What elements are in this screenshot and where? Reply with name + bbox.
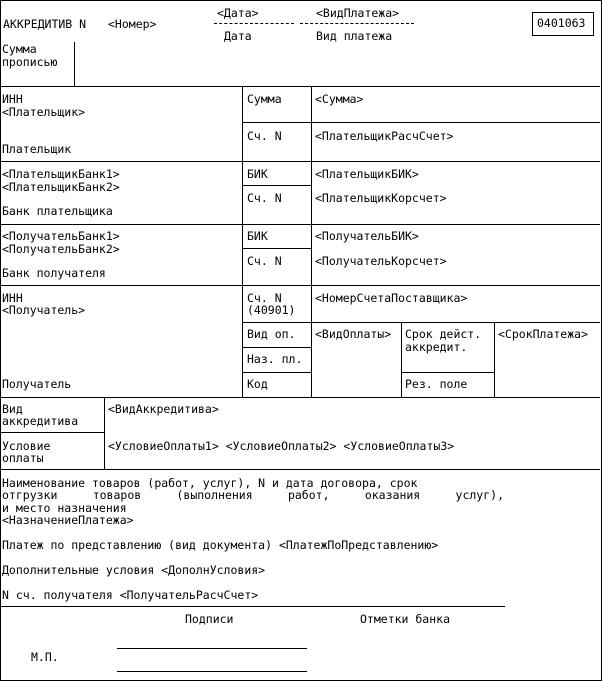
grid-line	[0, 86, 600, 87]
credit-type-label: Вид	[2, 402, 23, 416]
goods-line-1: Наименование товаров (работ, услуг), N и дата договора, срок	[2, 476, 418, 490]
signature-line	[117, 648, 307, 649]
form-title: АККРЕДИТИВ N	[3, 17, 87, 31]
payer-caption: Плательщик	[2, 142, 72, 156]
sum-label: Сумма	[247, 92, 282, 106]
signatures-label: Подписи	[185, 612, 234, 626]
op-type-value: <ВидОплаты>	[315, 327, 392, 341]
payment-terms-label: Условие	[2, 439, 51, 453]
grid-line	[242, 86, 243, 397]
grid-line	[0, 285, 600, 286]
signature-line-2	[117, 671, 307, 672]
term-value: <СрокПлатежа>	[498, 327, 589, 341]
payer-corr-account-label: Сч. N	[247, 191, 282, 205]
payee-account-label: Сч. N	[247, 291, 282, 305]
payee-bik-value: <ПолучательБИК>	[315, 229, 419, 243]
payment-type-caption: Вид платежа	[316, 29, 393, 43]
grid-line	[311, 322, 312, 397]
extra-conditions-line: Дополнительные условия <ДополнУсловия>	[2, 563, 266, 577]
grid-line	[0, 432, 104, 433]
grid-line	[242, 372, 311, 373]
grid-line	[242, 322, 600, 323]
payment-terms-value: <УсловиеОплаты1> <УсловиеОплаты2> <УсловиеОплаты3>	[108, 439, 455, 453]
payment-terms-label-2: оплаты	[2, 451, 44, 465]
purpose-label: Наз. пл.	[247, 352, 303, 366]
payee-caption: Получатель	[2, 377, 72, 391]
amount-words-label-2: прописью	[2, 55, 58, 69]
payee-account-value: <НомерСчетаПоставщика>	[315, 291, 468, 305]
grid-line	[0, 161, 600, 162]
code-label: Код	[247, 377, 268, 391]
payee-account-line: N сч. получателя <ПолучательРасчСчет>	[2, 588, 259, 602]
term-label: Срок дейст.	[405, 327, 482, 341]
amount-words-divider	[74, 42, 75, 86]
date-caption: Дата	[224, 29, 252, 43]
payer-bik-value: <ПлательщикБИК>	[315, 167, 419, 181]
grid-line	[104, 397, 105, 469]
payer-bank-line-1: <ПлательщикБанк1>	[2, 167, 120, 181]
presentation-line: Платеж по представлению (вид документа) <ПлатежПоПредставлению>	[2, 538, 439, 552]
date-dashes	[214, 23, 294, 24]
date-value: <Дата>	[217, 6, 259, 20]
payee-bank-line-1: <ПолучательБанк1>	[2, 229, 120, 243]
document-number: <Номер>	[108, 17, 157, 31]
payee-bik-label: БИК	[247, 229, 268, 243]
grid-line	[0, 469, 600, 470]
grid-line	[242, 122, 600, 123]
grid-line	[242, 347, 311, 348]
stamp-label: М.П.	[31, 650, 59, 664]
grid-line	[242, 248, 311, 249]
amount-words-label: Сумма	[2, 42, 37, 56]
payment-purpose: <НазначениеПлатежа>	[2, 513, 134, 527]
payment-type-value: <ВидПлатежа>	[316, 6, 400, 20]
footer-divider	[0, 606, 505, 607]
grid-line	[494, 322, 495, 397]
payee-inn-label: ИНН	[2, 291, 23, 305]
payer-account-label: Сч. N	[247, 129, 282, 143]
sum-value: <Сумма>	[315, 92, 364, 106]
payee-corr-account-value: <ПолучательКорсчет>	[315, 254, 447, 268]
op-type-label: Вид оп.	[247, 327, 296, 341]
goods-line-2: отгрузки товаров (выполнения работ, оказания услуг),	[2, 488, 504, 502]
payee-account-label-2: (40901)	[247, 303, 296, 317]
payer-account-value: <ПлательщикРасчСчет>	[315, 129, 454, 143]
term-label-2: аккредит.	[405, 340, 468, 354]
payer-inn-label: ИНН	[2, 92, 23, 106]
payer-bank-line-2: <ПлательщикБанк2>	[2, 180, 120, 194]
grid-line	[0, 397, 600, 398]
payee-bank-line-2: <ПолучательБанк2>	[2, 242, 120, 256]
credit-type-value: <ВидАккредитива>	[108, 402, 219, 416]
grid-line	[401, 322, 402, 397]
bank-marks-label: Отметки банка	[360, 612, 451, 626]
payee-bank-caption: Банк получателя	[2, 266, 106, 280]
payee-name: <Получатель>	[2, 303, 86, 317]
credit-type-label-2: аккредитива	[2, 414, 79, 428]
reserve-field-label: Рез. поле	[405, 377, 468, 391]
goods-line-3: и место назначения	[2, 501, 127, 515]
grid-line	[242, 185, 311, 186]
grid-line	[401, 372, 494, 373]
form-code: 0401063	[537, 16, 586, 30]
grid-line	[0, 224, 600, 225]
payee-corr-account-label: Сч. N	[247, 254, 282, 268]
payer-bik-label: БИК	[247, 167, 268, 181]
payer-corr-account-value: <ПлательщикКорсчет>	[315, 191, 447, 205]
payer-bank-caption: Банк плательщика	[2, 204, 113, 218]
payer-name: <Плательщик>	[2, 105, 86, 119]
payment-type-dashes	[300, 23, 414, 24]
